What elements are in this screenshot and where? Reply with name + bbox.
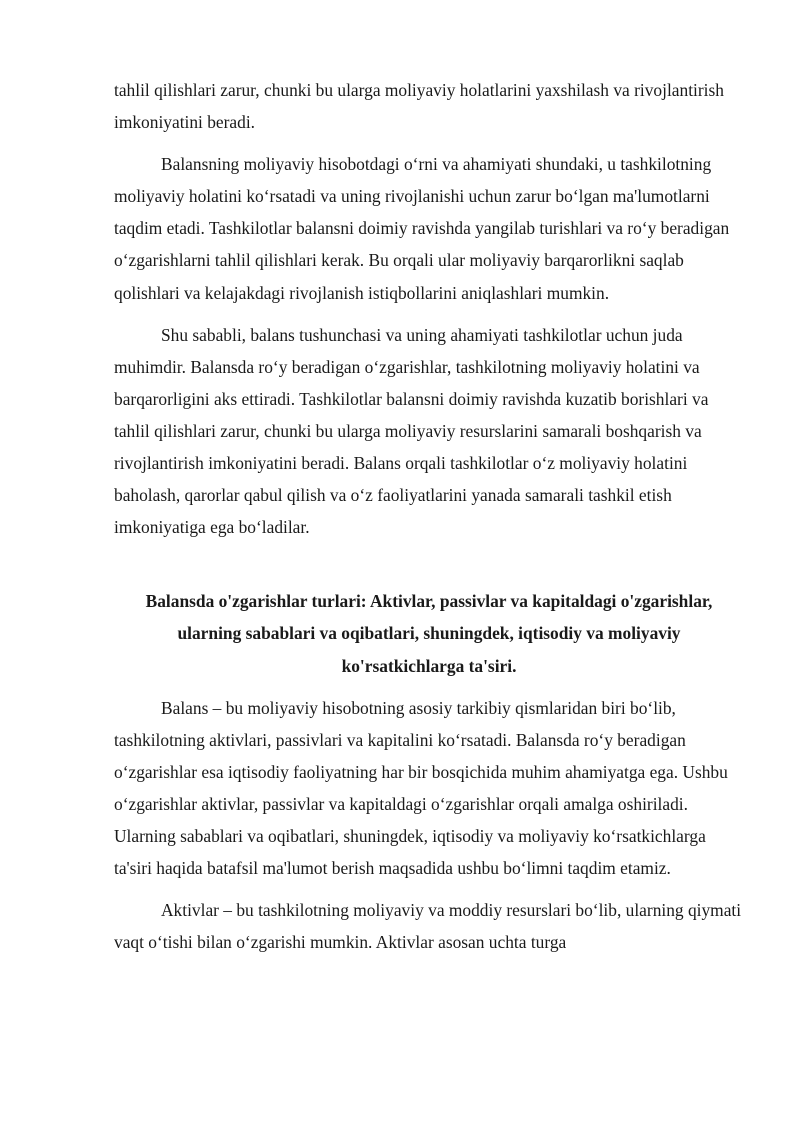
paragraph-balance-role: Balansning moliyaviy hisobotdagi o‘rni va ahamiyati shundaki, u tashkilotning moliyaviy holatini ko‘rsatadi va uning rivojlanishi uchun zarur bo‘lgan ma'lumotlarni taqdim etadi. Tashkilotlar balansni doimiy ravishda yangilab turishlari va ro‘y beradigan o‘zgarishlarni tahlil qilishlari kerak. Bu orqali ular moliyaviy barqarorlikni saqlab qolishlari va kelajakdagi rivojlanish istiqbollarini aniqlashlari mumkin.	[114, 154, 730, 303]
paragraph-balance-definition: Balans – bu moliyaviy hisobotning asosiy tarkibiy qismlaridan biri bo‘lib, tashkilotning aktivlari, passivlari va kapitalini ko‘rsatadi. Balansda ro‘y beradigan o‘zgarishlar esa iqtisodiy faoliyatning har bir bosqichida muhim ahamiyatga ega. Ushbu o‘zgarishlar aktivlar, passivlar va kapitaldagi o‘zgarishlar orqali amalga oshiriladi. Ularning sabablari va oqibatlari, shuningdek, iqtisodiy va moliyaviy ko‘rsatkichlarga ta'siri haqida batafsil ma'lumot berish maqsadida ushbu bo‘limni taqdim etamiz.	[114, 697, 728, 879]
paragraph-continuation: tahlil qilishlari zarur, chunki bu ularga moliyaviy holatlarini yaxshilash va rivojlantirish imkoniyatini beradi.	[114, 80, 724, 133]
paragraph-balance-importance: Shu sababli, balans tushunchasi va uning ahamiyati tashkilotlar uchun juda muhimdir. Balansda ro‘y beradigan o‘zgarishlar, tashkilotning moliyaviy holatini va barqarorligini aks ettiradi. Tashkilotlar balansni doimiy ravishda kuzatib borishlari va tahlil qilishlari zarur, chunki bu ularga moliyaviy resurslarini samarali boshqarish va rivojlantirish imkoniyatini beradi. Balans orqali tashkilotlar o‘z moliyaviy holatini baholash, qarorlar qabul qilish va o‘z faoliyatlarini yanada samarali tashkil etish imkoniyatiga ega bo‘ladilar.	[114, 324, 709, 538]
document-page	[114, 74, 744, 958]
section-heading: Balansda o'zgarishlar turlari: Aktivlar, passivlar va kapitaldagi o'zgarishlar, ularning sabablari va oqibatlari, shuningdek, iqtisodiy va moliyaviy ko'rsatkichlarga ta'siri.	[145, 591, 713, 676]
paragraph-assets: Aktivlar – bu tashkilotning moliyaviy va moddiy resurslari bo‘lib, ularning qiymati vaqt o‘tishi bilan o‘zgarishi mumkin. Aktivlar asosan uchta turga	[114, 900, 742, 953]
